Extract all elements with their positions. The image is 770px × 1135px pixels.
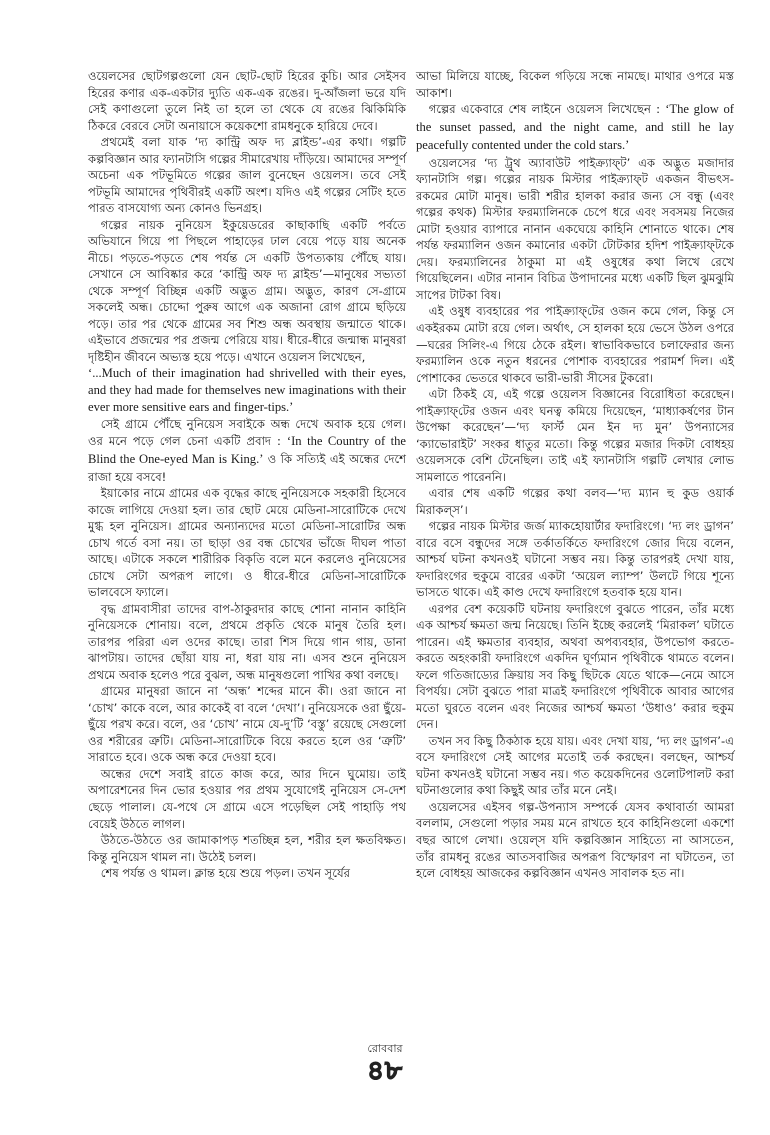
paragraph (88, 416, 406, 485)
paragraph: প্রথমেই বলা যাক ‘দ্য কান্ট্রি অফ দ্য ব্লাইন্ড’-এর কথা। গল্পটি কল্পবিজ্ঞান আর ফ্যানটাসি গল্পের সীমারেখায় দাঁড়িয়ে। আমাদের সম্পূর্ণ অচেনা এক পটভূমিতে গল্পের জাল বুনেছেন ওয়েলস। তবে সেই পটভূমি আমাদের পৃথিবীরই একটি অংশ। যদিও এই গল্পের সেটিং হতে পারত বাসযোগ্য অন্য কোনও ভিনগ্রহ। (88, 135, 406, 216)
paragraph-text: ও কি সত্যিই এই অন্ধের দেশে রাজা হয়ে বসবে! (88, 451, 406, 484)
paragraph: ওয়েলসের ছোটগল্পগুলো যেন ছোট-ছোট হিরের কুচি। আর সেইসব হিরের কণার এক-একটার দ্যুতি এক-এক রঙের। দু-আঁজলা ভরে যদি সেই কণাগুলো তুলে নিই তা হলে তা থেকে যে রঙের ঝিকিমিকি ঠিকরে বেরবে সেটা অনায়াসে কয়েকশো রামধনুকে হারিয়ে দেবে। (88, 69, 406, 133)
footer-magazine-label: রোববার (367, 1042, 403, 1055)
paragraph: গ্রামের মানুষরা জানে না ‘অন্ধ’ শব্দের মানে কী। ওরা জানে না ‘চোখ’ কাকে বলে, আর কাকেই বা বলে ‘দেখা’। নুনিয়েসকে ওরা ছুঁয়ে-ছুঁয়ে পরখ করে। বলে, ওর ‘চোখ’ নামে যে-দু’টি ‘বস্তু’ রয়েছে সেগুলো ওর শরীরের ত্রুটি। মেডিনা-সারোটিকে বিয়ে করতে হলে ওর ‘ত্রুটি’ সারাতে হবে। ওকে অন্ধ করে দেওয়া হবে। (88, 684, 406, 765)
english-quote: ‘The glow of the sunset passed, and the night came, and still he lay peacefully contented under the cold stars.’ (416, 102, 735, 152)
paragraph: এটা ঠিকই যে, এই গল্পে ওয়েলস বিজ্ঞানের বিরোধিতা করেছেন। পাইক্র্যাফ্‌টের ওজন এবং ঘনত্ব কমিয়ে দিয়েছেন, ‘মাধ্যাকর্ষণের টান উপেক্ষা করেছেন’—‘দ্য ফার্স্ট মেন ইন দ্য মুন’ উপন্যাসের ‘ক্যাভোরাইট’ সংকর ধাতুর মতো। কিন্তু গল্পের মজার দিকটা বোধহয় ওয়েলসকে বেশি টেনেছিল। তাই এই ফ্যানটাসি গল্পটি লেখার লোভ সামলাতে পারেননি। (416, 387, 734, 484)
paragraph: ওয়েলসের ‘দ্য ট্রুথ অ্যাবাউট পাইক্র্যাফ্‌ট’ এক অদ্ভুত মজাদার ফ্যানটাসি গল্প। গল্পের নায়ক মিস্টার পাইক্র্যাফ্‌ট একজন বীভৎস-রকমের মোটা মানুষ। ভারী শরীর হালকা করার জন্য সে বন্ধু (এবং গল্পের কথক) মিস্টার ফরম্যালিনকে চেপে ধরে এবং সবসময় নিজের মোটা হওয়ার ব্যাপারে নানান একঘেয়ে কাহিনি শোনাতে থাকে। শেষ পর্যন্ত ফরম্যালিন ওজন কমানোর একটা টোটকার হদিশ পাইক্র্যাফ্‌টকে দেয়। ফরম্যালিনের ঠাকুমা মা এই ওষুধের কথা লিখে রেখে গিয়েছিলেন। এটার নানান বিচিত্র উপাদানের মধ্যে একটি ছিল ঝুমঝুমি সাপের টাটকা বিষ। (416, 155, 734, 302)
paragraph: ওয়েলসের এইসব গল্প-উপন্যাস সম্পর্কে যেসব কথাবার্তা আমরা বললাম, সেগুলো পড়ার সময় মনে রাখতে হবে কাহিনিগুলো একশো বছর আগে লেখা। ওয়েল্‌স যদি কল্পবিজ্ঞান সাহিত্যে না আসতেন, তাঁর রামধনু রঙের আতসবাজির অপরূপ বিস্ফোরণ না ঘটাতেন, তা হলে বোধহয় আজকের কল্পবিজ্ঞান এখনও সাবালক হত না। (416, 799, 734, 881)
paragraph: শেষ পর্যন্ত ও থামল। ক্লান্ত হয়ে শুয়ে পড়ল। তখন সূর্যের (100, 866, 351, 881)
paragraph: আভা মিলিয়ে যাচ্ছে, বিকেল গড়িয়ে সন্ধে নামছে। মাথার ওপরে মস্ত আকাশ। (416, 69, 734, 100)
paragraph: বৃদ্ধ গ্রামবাসীরা তাদের বাপ-ঠাকুরদার কাছে শোনা নানান কাহিনি নুনিয়েসকে শোনায়। বলে, প্রথমে প্রকৃতি থেকে মানুষ তৈরি হল। তারপর পরিরা এল ওদের কাছে। তারা শিস দিয়ে গান গায়, ডানা ঝাপটায়। তাদের ছোঁয়া যায় না, ধরা যায় না। এসব শুনে নুনিয়েস প্রথমে অবাক হলেও পরে বুঝল, অন্ধ মানুষগুলো পাখির কথা বলছে। (88, 601, 406, 682)
paragraph: গল্পের নায়ক মিস্টার জর্জ ম্যাকহোয়ার্টার ফদারিংগে। ‘দ্য লং ড্রাগন’ বারে বসে বন্ধুদের সঙ্গে তর্কাতর্কিতে ফদারিংগে জোর দিয়ে বলেন, আশ্চর্য ঘটনা কখনওই ঘটানো সম্ভব নয়। কিন্তু তারপরই দেখা যায়, ফদারিংগের হুকুমে বারের একটা ‘অয়েল ল্যাম্প’ উলটে গিয়ে শূন্যে ভাসতে থাকে। এই কাণ্ড দেখে ফদারিংগে হতবাক হয়ে যান। (416, 519, 734, 600)
paragraph: এরপর বেশ কয়েকটি ঘটনায় ফদারিংগে বুঝতে পারেন, তাঁর মধ্যে এক আশ্চর্য ক্ষমতা জন্ম নিয়েছে। তিনি ইচ্ছে করলেই ‘মিরাকল’ ঘটাতে পারেন। এই ক্ষমতার ব্যবহার, অথবা অপব্যবহার, উপভোগ করতে-করতে অহংকারী ফদারিংগে একদিন ঘূর্ণ্যমান পৃথিবীকে থামতে বলেন। ফলে গতিজাড্যের ক্রিয়ায় সব কিছু ছিটকে যেতে থাকে—নেমে আসে বিপর্যয়। সেটা বুঝতে পারা মাত্রই ফদারিংগে পৃথিবীকে আবার আগের মতো ঘুরতে বলেন এবং নিজের আশ্চর্য ক্ষমতা ‘উধাও’ করার হুকুম দেন। (416, 601, 734, 732)
paragraph: গল্পের নায়ক নুনিয়েস ইকুয়েডরের কাছাকাছি একটি পর্বতে অভিযানে গিয়ে পা পিছলে পাহাড়ের ঢাল বেয়ে পড়ে যায় অনেক নীচে। পড়তে-পড়তে শেষ পর্যন্ত সে একটি উপত্যকায় পৌঁছে যায়। সেখানে সে আবিষ্কার করে ‘কান্ট্রি অফ দ্য ব্লাইন্ড’—মানুষের সভ্যতা থেকে সম্পূর্ণ বিচ্ছিন্ন একটি অদ্ভুত গ্রাম। অদ্ভুত, কারণ সে-গ্রামে সকলেই অন্ধ। চোদ্দো পুরুষ আগে এক অজানা রোগ গ্রামে ছড়িয়ে পড়ে। তার পর থেকে গ্রামের সব শিশু অন্ধ অবস্থায় জন্মাতে থাকে। এইভাবে প্রজন্মের পর প্রজন্ম পেরিয়ে যায়। ধীরে-ধীরে জন্মান্ধ মানুষরা দৃষ্টিহীন জীবনে অভ্যস্ত হয়ে পড়ে। এখানে ওয়েলস লিখেছেন, (88, 217, 406, 364)
paragraph: তখন সব কিছু ঠিকঠাক হয়ে যায়। এবং দেখা যায়, ‘দ্য লং ড্রাগন’-এ বসে ফদারিংগে সেই আগের মতোই তর্ক করছেন। বলছেন, আশ্চর্য ঘটনা কখনওই ঘটানো সম্ভব নয়। গত কয়েকদিনের ওলোটপালট করা ঘটনাগুলোর কথা কিছুই আর তাঁর মনে নেই। (416, 733, 734, 798)
english-quote: ‘...Much of their imagination had shrivelled with their eyes, and they had made for themselves new imaginations with their ever more sensitive ears and finger-tips.’ (88, 366, 406, 415)
paragraph-text: গল্পের একেবারে শেষ লাইনে ওয়েলস লিখেছেন : (428, 102, 666, 117)
paragraph: অন্ধের দেশে সবাই রাতে কাজ করে, আর দিনে ঘুমোয়। তাই অপারেশনের দিন ভোর হওয়ার পর প্রথম সুযোগেই নুনিয়েস সে-দেশ ছেড়ে পালাল। যে-পথে সে গ্রামে এসে পড়েছিল সেই পাহাড়ি পথ বেয়েই উঠতে লাগল। (88, 766, 406, 831)
paragraph: এবার শেষ একটি গল্পের কথা বলব—‘দ্য ম্যান হু কুড ওয়ার্ক মিরাকল্‌স’। (416, 486, 734, 517)
page-number: ৪৮ (367, 1056, 403, 1086)
paragraph: এই ওষুধ ব্যবহারের পর পাইক্র্যাফ্‌টের ওজন কমে গেল, কিন্তু সে একইরকম মোটা রয়ে গেল। অর্থাৎ, সে হালকা হয়ে ভেসে উঠল ওপরে—ঘরের সিলিং-এ গিয়ে ঠেকে রইল। স্বাভাবিকভাবে চলাফেরার জন্য ফরম্যালিন ওকে নতুন ধরনের পোশাক ব্যবহারের পরামর্শ দিল। এই পোশাকের ভেতরে থাকবে ভারী-ভারী সীসের টুকরো। (416, 304, 734, 385)
paragraph: উঠতে-উঠতে ওর জামাকাপড় শতচ্ছিন্ন হল, শরীর হল ক্ষতবিক্ষত। কিন্তু নুনিয়েস থামল না। উঠেই চলল। (88, 833, 406, 864)
paragraph-text: সেই গ্রামে পৌঁছে নুনিয়েস সবাইকে অন্ধ দেখে অবাক হয়ে গেল। ওর মনে পড়ে গেল চেনা একটি প্রবাদ : (88, 417, 406, 448)
paragraph: ইয়াকোর নামে গ্রামের এক বৃদ্ধের কাছে নুনিয়েসকে সহকারী হিসেবে কাজে লাগিয়ে দেওয়া হল। তার ছোট মেয়ে মেডিনা-সারোটিকে দেখে মুগ্ধ হল নুনিয়েস। গ্রামের অন্যান্যদের মতো মেডিনা-সারোটির অন্ধ চোখ গর্তে বসা নয়। তা ছাড়া ওর বন্ধ চোখের ভাঁজে দীঘল পাতা আছে। এটাকে সকলে শারীরিক বিকৃতি বলে মনে করলেও নুনিয়েসের চোখে সেটা অপরূপ লাগে। ও ধীরে-ধীরে মেডিনা-সারোটিকে ভালবেসে ফ্যালে। (88, 486, 406, 600)
paragraph (416, 101, 734, 155)
english-quote: ‘In the Country of the Blind the One-eyed Man is King.’ (88, 433, 406, 466)
left-column (88, 68, 406, 882)
right-column (416, 68, 734, 882)
